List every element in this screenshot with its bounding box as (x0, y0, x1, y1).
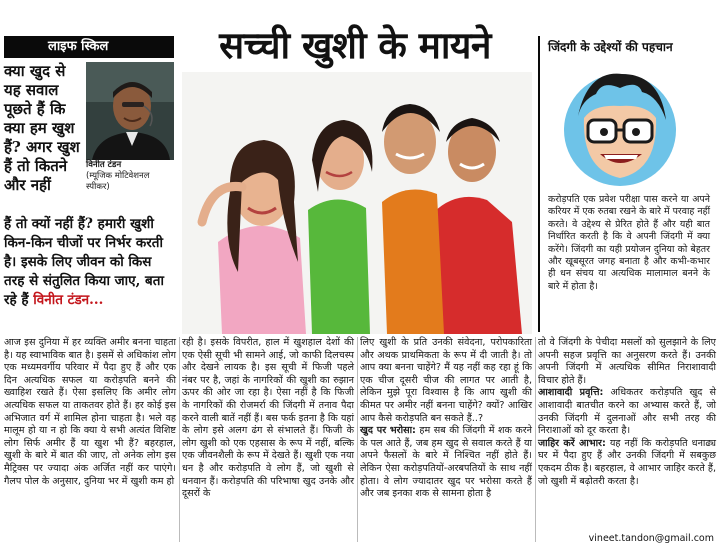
paragraph (538, 438, 716, 488)
article-column-4 (538, 337, 716, 488)
subhead: आशावादी प्रवृत्ति: (538, 387, 604, 399)
column-divider (535, 337, 536, 542)
happy-friends-photo (182, 72, 532, 334)
teaser-wide-text: हैं तो क्यों नहीं हैं? हमारी खुशी किन-किन चीजों पर निर्भर करती है। इसके लिए जीवन को किस तरह से संतुलित किया जाए, बता रहे हैं (4, 216, 164, 308)
teaser-wide (4, 215, 176, 310)
paragraph-text: अधिकतर करोड़पति खुद से आशावादी बातचीत करने का अभ्यास करते हैं, जो उनकी जिंदगी में दुलनाओं और सभी तरह की निराशाओं को दूर करता है। (538, 387, 716, 437)
subhead: खुद पर भरोसा: (360, 425, 416, 437)
article-column-1 (4, 337, 176, 488)
sidebar-box (538, 36, 716, 332)
cartoon-face-icon (558, 60, 682, 192)
sidebar-text: करोड़पति एक प्रवेश परीक्षा पास करने या अपने करियर में एक रुतबा रखने के बारे में परवाह नहीं करते। वे उद्देश्य से प्रेरित होते हैं और यही बात निर्धारित करती है कि वे अपनी जिंदगी में क्या करेंगे। जिंदगी का यही प्रयोजन दुनिया को बेहतर और खूबसूरत जगह बनाता है और कभी-कभार ही धन संचय या अत्यधिक मालामाल बनने के बारे में होता है। (548, 194, 710, 292)
paragraph: लिए खुशी के प्रति उनकी संवेदना, परोपकारिता और अथक प्राथमिकता के रूप में दी जाती है। तो आप क्या बनना चाहेंगे? मैं यह नहीं कह रहा हूं कि एक चीज दूसरी चीज की लागत पर आती है, लेकिन मुझे पूरा विश्वास है कि आप खुशी की कीमत पर अमीर नहीं बनना चाहेंगे? क्यों? आखिर आप कैसे करोड़पति बन सकते हैं..? (360, 337, 532, 424)
article-column-3 (360, 337, 532, 501)
paragraph: तो वे जिंदगी के पेचीदा मसलों को सुलझाने के लिए अपनी सहज प्रवृत्ति का अनुसरण करते हैं। उनकी अपनी जिंदगी में अत्यधिक सीमित निराशावादी विचार होते हैं। (538, 337, 716, 386)
article-column-2 (182, 337, 354, 501)
paragraph-text: हम सब की जिंदगी में शक करने के पल आते हैं, जब हम खुद से सवाल करते हैं या अपने फैसलों के बारे में निश्चित नहीं होते हैं। लेकिन ऐसा करोड़पतियों-अरबपतियों के साथ नहीं होता। वे लोग ज्यादातर खुद पर भरोसा करते हैं और जब इनका शक से सामना होता है (360, 425, 532, 500)
paragraph (538, 387, 716, 437)
paragraph: आज इस दुनिया में हर व्यक्ति अमीर बनना चाहता है। यह स्वाभाविक बात है। इसमें से अधिकांश लोग एक मध्यमवर्गीय परिवार में पैदा हुए हैं और एक दिन अत्यधिक सफल या करोड़पति बनने की ख्वाहिश रखते हैं। ऐसा इसलिए कि अमीर लोग अत्यधिक सफल या ताकतवर होते हैं। हर कोई इस अभिजात वर्ग में शामिल होना चाहता है। भले वह मालूम हो या न हो कि क्या ये सभी अत्यंत विशिष्ट लोग सिर्फ अमीर हैं या खुश भी हैं? बहरहाल, खुशी के बारे में बात की जाए, तो अनेक लोग इस मैट्रिक्स पर ज्यादा अंक अर्जित नहीं कर पाएंगे। गैलप पोल के अनुसार, दुनिया भर में खुशी कम हो (4, 337, 176, 487)
author-name: विनीत टंडन (86, 160, 122, 170)
teaser-narrow (4, 62, 86, 195)
paragraph (360, 425, 532, 501)
hero-photo (182, 72, 532, 334)
page-title: सच्ची खुशी के मायने (219, 24, 491, 67)
paragraph: रही है। इसके विपरीत, हाल में खुशहाल देशों की एक ऐसी सूची भी सामने आई, जो काफी दिलचस्प और देखने लायक है। इस सूची में फिजी पहले नंबर पर है, जहां के नागरिकों की खुशी का रुझान ऊपर की ओर जा रहा है। ऐसा नहीं है कि फिजी के नागरिकों की रोजमर्रा की जिंदगी में तनाव पैदा करने वाली बातें नहीं हैं। बस फर्क इतना है कि यहां के लोग इसे अलग ढंग से संभालते हैं। फिजी के लोग खुशी को एक एहसास के रूप में नहीं, बल्कि एक जीवनशैली के रूप में देखते हैं। खुशी एक नया धन है और करोड़पति वे लोग हैं, जो खुशी से धनवान हैं। करोड़पति की परिभाषा खुद उनके और दूसरों के (182, 337, 354, 500)
subhead: जाहिर करें आभार: (538, 437, 606, 449)
author-credit (86, 160, 174, 193)
author-portrait (86, 62, 174, 160)
author-email: vineet.tandon@gmail.com (588, 533, 714, 544)
sidebar-title: जिंदगी के उद्देश्यों की पहचान (548, 40, 673, 54)
section-tag: लाइफ स्किल (4, 36, 174, 58)
column-divider (179, 337, 180, 542)
teaser-text: क्या खुद से यह सवाल पूछते हैं कि क्या हम खुश हैं? अगर खुश हैं तो कितने और नहीं (4, 62, 80, 194)
author-role: (म्यूजिक मोटिवेशनल स्पीकर) (86, 171, 150, 192)
paragraph-text: यह नहीं कि करोड़पति धनाढ्य घर में पैदा हुए हैं और उनकी जिंदगी में सबकुछ एकदम ठीक है। बहरहाल, वे आभार जाहिर करते हैं, जो खुशी में बढ़ोतरी करता है। (538, 437, 717, 487)
byline: विनीत टंडन... (33, 292, 104, 308)
author-photo (86, 62, 174, 160)
column-divider (357, 337, 358, 542)
